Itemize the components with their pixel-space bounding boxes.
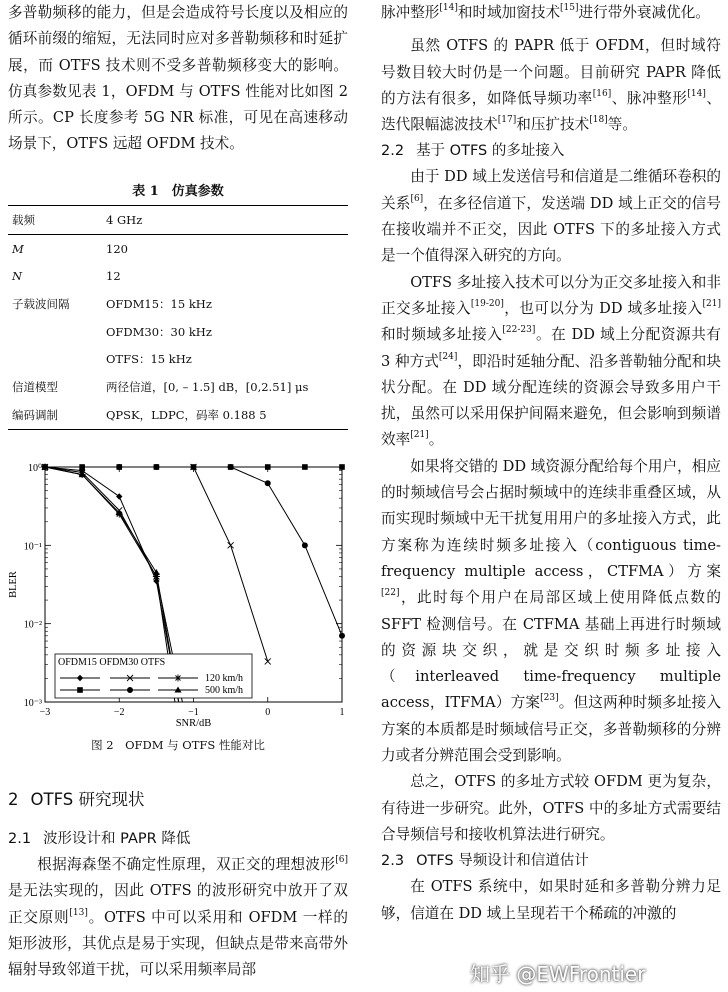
text-run: 。但这两种时频多址接入方案的本质都是时频域信号正交，多普勒频移的分辨力或者分辨范围会受到影响。 <box>381 694 721 765</box>
text-run: 虽然 OTFS 的 PAPR 低于 OFDM，但时域符号数目较大时仍是一个问题。目前研究 PAPR 降低的方法有很多，如降低导频功率 <box>381 37 721 107</box>
citation: [21] <box>410 430 429 441</box>
text-run: ，即沿时延轴分配、沿多普勒轴分配和块状分配。在 DD 域分配连续的资源会导致多用户干扰，虽然可以采用保护间隔来避免，但会影响到频谱效率 <box>381 352 721 449</box>
param-value: QPSK，LDPC，码率 0.188 5 <box>106 407 267 422</box>
citation: [6] <box>335 855 348 865</box>
y-tick-label: 10⁻² <box>23 619 42 631</box>
circle-marker <box>116 464 122 470</box>
table-row <box>8 234 348 262</box>
params-table <box>8 205 348 430</box>
text-run: 是无法实现的，因此 OTFS 的波形研究中放开了双正交原则 <box>8 882 348 926</box>
square-marker <box>302 464 308 470</box>
left-paragraph-1: 多普勒频移的能力，但是会造成符号长度以及相应的循环前缀的缩短，无法同时应对多普勒频移和时延扩展，而 OTFS 技术则不受多普勒频移变大的影响。仿真参数见表 1，OFDM 与 OTFS 性能对比如图 2 所示。CP 长度参考 5G NR 标准，可见在高速移动场景下，OTFS 远超 OFDM 技术。 <box>8 4 348 153</box>
param-value: OFDM30：30 kHz <box>106 324 212 339</box>
citation: [19-20] <box>470 298 504 309</box>
param-value: 4 GHz <box>102 206 348 235</box>
section-2-1-number: 2.1 <box>8 831 32 847</box>
param-value: OTFS：15 kHz <box>106 352 192 367</box>
section-2-1-title: 波形设计和 PAPR 降低 <box>43 831 191 847</box>
table-row <box>8 373 348 401</box>
watermark: 知乎 @EWFrontier <box>470 962 646 986</box>
table-row <box>8 206 348 235</box>
circle-marker <box>127 687 133 693</box>
circle-marker <box>153 464 159 470</box>
table-row <box>8 290 348 318</box>
right-paragraph-5: 总之，OTFS 的多址方式较 OFDM 更为复杂，有待进一步研究。此外，OTFS 中的多址方式需要结合导频信号和接收机算法进行研究。 <box>381 773 721 843</box>
param-value: 120 <box>106 241 128 256</box>
text-run: 和时域加窗技术 <box>457 4 561 21</box>
x-tick-label: 1 <box>339 707 345 718</box>
citation: [22] <box>381 588 400 599</box>
param-value: OFDM15：15 kHz <box>106 296 212 311</box>
series-line <box>45 467 342 636</box>
legend-header: OFDM15 OFDM30 OTFS <box>58 657 166 668</box>
circle-marker <box>302 542 308 548</box>
citation: [15] <box>560 3 579 13</box>
square-marker <box>265 464 271 470</box>
text-run: ，此时每个用户在局部区域上使用降低点数的 SFFT 检测信号。在 CTFMA 基础上再进行时频域的资源块交织，就是交织时频多址接入（interleaved time-frequency multiple access，ITFMA）方案 <box>381 589 721 712</box>
right-paragraph-1 <box>381 33 721 138</box>
table-title: 表 1 仿真参数 <box>132 184 224 199</box>
table-row <box>8 401 348 429</box>
section-2-number: 2 <box>8 790 19 809</box>
param-name: 载频 <box>8 206 102 235</box>
table-row <box>8 345 348 373</box>
section-2-2-title: 基于 OTFS 的多址接入 <box>416 143 565 160</box>
citation: [18] <box>589 115 608 126</box>
figure-caption: 图 2 OFDM 与 OTFS 性能对比 <box>91 738 265 752</box>
citation: [23] <box>540 693 559 704</box>
bler-chart-svg <box>4 452 354 727</box>
section-2-3-title: OTFS 导频设计和信道估计 <box>416 853 589 870</box>
text-run: 由于 DD 域上发送信号和信道是二维循环卷积的关系 <box>381 168 721 212</box>
citation: [14] <box>687 88 706 99</box>
section-2-2-number: 2.2 <box>381 143 405 160</box>
text-run: 、迭代限幅滤波技术 <box>381 89 721 134</box>
square-marker <box>77 687 83 693</box>
left-paragraph-2 <box>8 852 348 983</box>
text-run: OTFS 多址接入技术可以分为正交多址接入和非正交多址接入 <box>381 273 721 317</box>
text-run: ，在多径信道下，发送端 DD 域上正交的信号在接收端并不正交，因此 OTFS 下的多址接入方式是一个值得深入研究的方向。 <box>381 194 721 265</box>
param-name <box>8 318 102 346</box>
param-name: 信道模型 <box>12 379 58 394</box>
citation: [17] <box>497 115 517 126</box>
star-marker <box>175 675 182 682</box>
square-marker <box>339 464 345 470</box>
citation: [14] <box>439 3 458 13</box>
circle-marker <box>228 464 234 470</box>
param-name <box>8 345 102 373</box>
legend-label: 120 km/h <box>205 673 244 684</box>
param-name: M <box>12 241 24 256</box>
circle-marker <box>265 480 271 486</box>
text-run: 等。 <box>607 116 637 134</box>
left-column-lower <box>8 826 348 983</box>
y-tick-label: 10⁻³ <box>23 698 42 709</box>
x-tick-label: 0 <box>265 707 271 718</box>
x-tick-label: −3 <box>39 707 51 718</box>
x-tick-label: −2 <box>113 707 125 718</box>
citation: [22-23] <box>502 325 536 336</box>
citation: [16] <box>592 88 612 99</box>
section-2-heading <box>8 786 145 810</box>
citation: [21] <box>702 298 721 309</box>
x-axis-label: SNR/dB <box>175 718 212 727</box>
param-value: 两径信道，[0, – 1.5] dB，[0,2.51] μs <box>106 379 309 394</box>
text-run: 和时频域多址接入 <box>381 326 503 344</box>
x-marker <box>228 542 234 548</box>
diamond-marker <box>116 493 122 499</box>
text-run: ，也可以分为 DD 域多址接入 <box>503 299 703 317</box>
series-line <box>194 467 268 661</box>
left-column <box>8 0 348 158</box>
bler-chart <box>4 452 354 731</box>
table-row <box>8 262 348 290</box>
param-value: 12 <box>106 269 121 284</box>
text-run: 如果将交错的 DD 域资源分配给每个用户，相应的时频域信号会占据时频域中的连续非重叠区域，从而实现时频域中无干扰复用用户的多址接入方式，此方案称为连续时频多址接入（contiguous time-frequency multiple access，CTFMA）方案 <box>381 457 721 580</box>
right-paragraph-2 <box>381 164 721 269</box>
right-paragraph-3 <box>381 270 721 454</box>
right-paragraph-0 <box>381 0 721 26</box>
right-paragraph-6: 在 OTFS 系统中，如果时延和多普勒分辨力足够，信道在 DD 域上呈现若干个稀疏的冲激的 <box>381 878 721 922</box>
text-run: 进行带外衰减优化。 <box>578 4 710 21</box>
text-run: 根据海森堡不确定性原理，双正交的理想波形 <box>37 856 336 873</box>
x-marker <box>265 658 271 664</box>
section-2-title: OTFS 研究现状 <box>30 790 145 809</box>
text-run: 。 <box>428 431 444 449</box>
text-run: 、脉冲整形 <box>611 89 688 107</box>
section-2-2-heading <box>381 138 721 164</box>
section-2-1-heading <box>8 826 348 852</box>
text-run: 脉冲整形 <box>381 4 440 21</box>
x-tick-label: −1 <box>188 707 199 718</box>
text-run: 。OTFS 中可以采用和 OFDM 一样的矩形波形，其优点是易于实现，但缺点是带来高带外辐射导致邻道干扰，可以采用频率局部 <box>8 908 348 979</box>
citation: [13] <box>69 907 88 918</box>
param-name: 子载波间隔 <box>12 296 70 311</box>
param-name: N <box>12 269 23 284</box>
y-axis-label: BLER <box>8 571 19 598</box>
citation: [24] <box>438 351 458 362</box>
circle-marker <box>339 633 345 639</box>
param-name: 编码调制 <box>12 407 58 422</box>
table-row <box>8 318 348 346</box>
y-tick-label: 10⁰ <box>27 463 42 474</box>
right-paragraph-4 <box>381 454 721 770</box>
text-run: 和压扩技术 <box>516 116 590 134</box>
section-2-3-number: 2.3 <box>381 853 405 870</box>
section-2-3-heading <box>381 848 721 874</box>
text-run: 。在 DD 域上分配资源共有 3 种方式 <box>381 326 721 370</box>
citation: [6] <box>410 193 424 204</box>
right-column <box>381 0 721 927</box>
y-tick-label: 10⁻¹ <box>23 541 42 553</box>
legend-label: 500 km/h <box>205 685 244 696</box>
